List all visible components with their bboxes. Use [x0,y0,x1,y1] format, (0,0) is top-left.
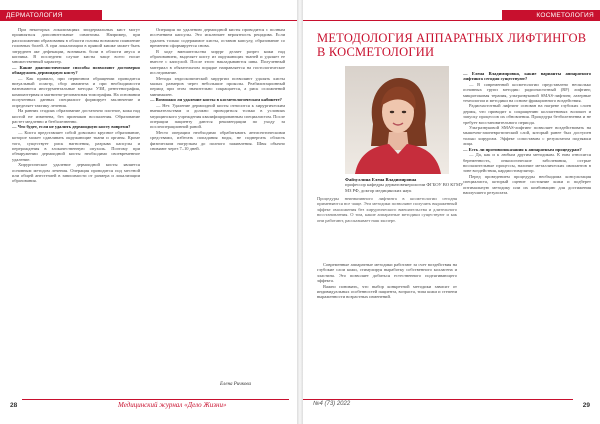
section-label: ДЕРМАТОЛОГИЯ [0,10,102,21]
interview-question: — Елена Владимировна, какие варианты аппаратного лифтинга сегодня существуют? [463,71,591,82]
header-rule [303,20,600,21]
left-page [0,0,297,424]
paragraph: — В современной косметологии представлено несколько основных групп методик: радиочастотный (RF) лифтинг, микротоковая терапия, ультразвуковой SMAS-лифтинг, лазерные технологии и методики на основе фракционного воздействия. [463,81,591,104]
article-column-1 [317,262,457,392]
paragraph: — Нет. Удаление дермоидной кисты относится к хирургическим вмешательствам и должно проводиться только в условиях медицинского учреждения квалифицированным специалистом. После операции пациенту даются рекомендации по уходу за послеоперационной раной. [150,102,285,130]
paragraph: Радиочастотный лифтинг основан на нагреве глубоких слоев дермы, что приводит к сокращению коллагеновых волокон и запуску процессов их обновления. Процедура безболезненна и не требует восстановительного периода. [463,103,591,125]
interview-question: — Есть ли противопоказания к аппаратным процедурам? [463,146,582,152]
article-column-2 [463,71,591,393]
author-signature: Елена Ричкова [220,382,252,387]
interview-question: — Какие диагностические способы позволяют достоверно обнаружить дермоидную кисту? [12,64,140,76]
paragraph: Важно понимать, что выбор конкретной методики зависит от индивидуальных особенностей пациента, возраста, типа кожи и степени выраженности возрастных изменений. [317,283,457,300]
paragraph: Ультразвуковой SMAS-лифтинг позволяет воздействовать на мышечно-апоневротический слой, который ранее был доступен только хирургам. Эффект сопоставим с результатом подтяжки лица. [463,125,591,147]
caption-text: профессор кафедры дерматовенерологии ФГБОУ ВО КГМУ МЗ РФ, доктор медицинских наук [345,182,464,193]
interview-question: — Что будет, если не удалить дермоидную кисту вовремя? [12,124,131,130]
page-number: 29 [582,402,590,409]
portrait-illustration [345,66,449,174]
paragraph: Методы эндоскопической хирургии позволяют удалять кисты малых размеров через небольшие проколы. Реабилитационный период при этом значительно сокращается, а риск осложнений минимален. [150,75,285,97]
paragraph: При некоторых локализациях эпидермальных кист могут проявляться дополнительные симптомы. Например, при расположении образования в области головы возможно появление головных болей. А при локализации в прямой кишке может быть затруднен акт дефекации, возникать боли в области ануса и копчика. В последнем случае кисты чаще всего носят множественный характер. [12,27,140,65]
paragraph: — Как правило, при первичном обращении проводится визуальный осмотр, сбор анамнеза и при необходимости назначаются инструментальные методы: УЗИ, рентгенография, компьютерная и магнитно-резонансная томография. На основании полученных данных специалист формирует заключение и определяет тактику лечения. [12,75,140,108]
article-lead: Процедуры неинвазивного лифтинга в косметологии сегодня применяются все чаще. Эти методики позволяют получить выраженный эффект омоложения без хирургического вмешательства и длительного восстановления. О том, какие аппаратные методики существуют и как они работают, рассказывает наш эксперт. [317,196,457,223]
footer-rule [22,399,289,400]
page-number: 28 [10,402,18,409]
article-title: МЕТОДОЛОГИЯ АППАРАТНЫХ ЛИФТИНГОВ В КОСМЕТОЛОГИИ [317,31,587,59]
journal-name: Медицинский журнал «Дело Жизни» [118,401,227,409]
interview-question: — Возможно ли удаление кисты в косметологическом кабинете? [150,97,282,103]
article-column-1 [12,27,140,382]
author-photo [345,66,449,174]
paragraph: В ходе вмешательства хирург делает разрез кожи над образованием, выделяет кисту из окружающих тканей и удаляет ее вместе с капсулой. После этого накладываются швы. Полученный материал в обязательном порядке направляется на гистологическое исследование. [150,48,285,76]
article-column-2 [150,27,285,382]
paragraph: Операция по удалению дермоидной кисты проводится с полным иссечением капсулы. Это исключает вероятность рецидива. Если удалить только содержимое кисты, оставив капсулу, образование со временем сформируется снова. [150,27,285,49]
caption-name: Файзуллина Елена Владимировна [345,177,417,182]
right-page [303,0,600,424]
photo-caption [345,177,465,193]
paragraph: Хирургическое удаление дермоидной кисты является основным методом лечения. Операция проводится под местной или общей анестезией в зависимости от размера и локализации образования. [12,162,140,184]
paragraph: Перед проведением процедуры необходима консультация специалиста, который оценит состояние кожи и подберет оптимальную методику или их комбинацию для достижения наилучшего результата. [463,173,591,195]
paragraph: — Да, как и к любым другим методикам. К ним относятся беременность, онкологические заболевания, острые воспалительные процессы, наличие металлических имплантов в зоне воздействия, кардиостимулятор. [463,152,591,174]
paragraph: На ранних стадиях образование достаточно плотное, кожа над кистой не изменена, без признаков воспаления. Образование растет медленно и безболезненно. [12,108,140,124]
footer-rule [303,399,573,400]
paragraph: Место операции необходимо обрабатывать антисептическими средствами, избегать попадания воды, не подвергать область физическим нагрузкам до полного заживления. Швы обычно снимают через 7–10 дней. [150,129,285,151]
section-label: КОСМЕТОЛОГИЯ [502,10,600,21]
issue-number: №4 (73) 2022 [313,401,351,407]
paragraph: — Киста представляет собой довольно крупное образование, которое может сдавливать окружающие ткани и органы. Кроме того, существует риск нагноения, разрыва капсулы и перерождения в злокачественную опухоль. Поэтому при обнаружении дермоидной кисты необходимо своевременное удаление. [12,129,140,162]
header-rule [0,20,297,21]
paragraph: Современные аппаратные методики работают за счет воздействия на глубокие слои кожи, стимулируя выработку собственного коллагена и эластина. Это позволяет добиться естественного подтягивающего эффекта. [317,262,457,284]
